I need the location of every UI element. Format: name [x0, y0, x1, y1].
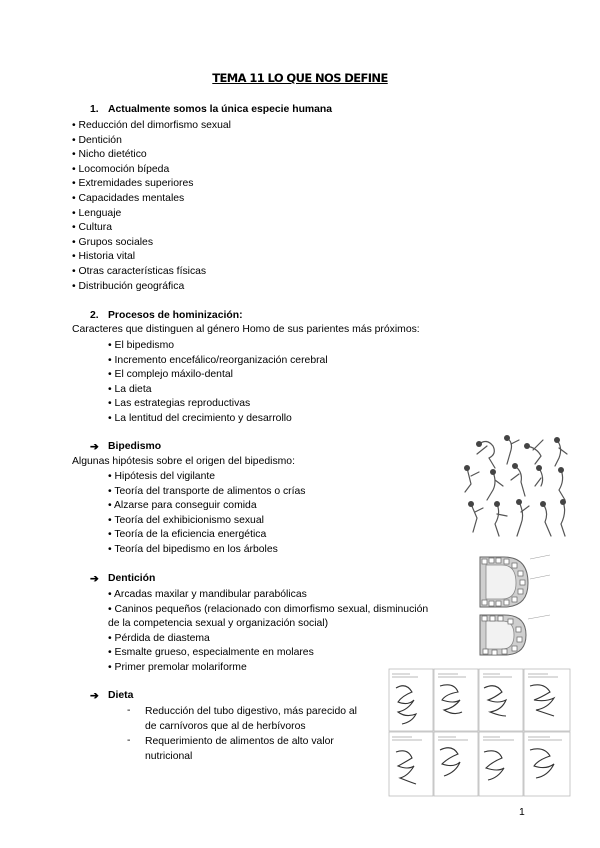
list-item: • Teoría de la eficiencia energética — [108, 529, 267, 541]
bipedismo-list — [108, 470, 306, 558]
list-item: • Capacidades mentales — [72, 192, 185, 204]
list-item: • Hipótesis del vigilante — [108, 471, 216, 482]
page-number: 1 — [519, 807, 525, 818]
section-1-heading: Actualmente somos la única especie humana — [108, 104, 333, 115]
dieta-item-line: Requerimiento de alimentos de alto valor — [145, 736, 334, 747]
list-item: • Arcadas maxilar y mandibular parabólicas — [108, 589, 307, 600]
list-item: • Caninos pequeños (relacionado con dimorfismo sexual, disminución — [108, 603, 429, 615]
section-1-list — [72, 119, 231, 294]
list-item: • El bipedismo — [108, 340, 175, 351]
list-item: • Otras características físicas — [72, 265, 207, 277]
section-2-list — [108, 339, 328, 427]
list-item: • Teoría del transporte de alimentos o crías — [108, 485, 306, 497]
section-2-number: 2. — [90, 310, 99, 321]
list-item: • Pérdida de diastema — [108, 632, 210, 644]
list-item: • Distribución geográfica — [72, 280, 185, 292]
section-1-number: 1. — [90, 104, 99, 115]
bipedismo-intro: Algunas hipótesis sobre el origen del bipedismo: — [72, 456, 295, 467]
dieta-dash: - — [127, 735, 131, 746]
dental-arcades-figure — [470, 549, 575, 661]
list-item: • Historia vital — [72, 251, 136, 263]
dieta-item-line: nutricional — [145, 750, 193, 762]
list-item: • Teoría del exhibicionismo sexual — [108, 514, 264, 526]
bipedismo-arrow-icon: ➔ — [90, 442, 99, 453]
section-2-heading: Procesos de hominización: — [108, 310, 243, 321]
dieta-dash: - — [127, 705, 131, 716]
digestive-tracts-figure — [388, 668, 572, 798]
bipedismo-heading: Bipedismo — [108, 441, 162, 452]
denticion-heading: Dentición — [108, 573, 156, 584]
list-item: • Esmalte grueso, especialmente en molares — [108, 647, 314, 659]
section-2-intro: Caracteres que distinguen al género Homo de sus parientes más próximos: — [72, 324, 420, 335]
list-item: • Las estrategias reproductivas — [108, 398, 251, 410]
list-item: • Primer premolar molariforme — [108, 661, 247, 673]
dieta-heading: Dieta — [108, 690, 134, 701]
denticion-list — [108, 588, 428, 676]
list-item: • El complejo máxilo-dental — [108, 369, 233, 381]
list-item: • Teoría del bipedismo en los árboles — [108, 543, 278, 555]
list-item: • Cultura — [72, 222, 113, 234]
list-item: • Nicho dietético — [72, 149, 147, 161]
list-item: • Dentición — [72, 134, 122, 146]
dieta-item-line: Reducción del tubo digestivo, más parecido al — [145, 706, 357, 717]
list-item: de la competencia sexual y organización social) — [108, 618, 329, 630]
list-item: • Locomoción bípeda — [72, 163, 170, 175]
dieta-item — [145, 735, 334, 764]
list-item: • Alzarse para conseguir comida — [108, 500, 257, 512]
list-item: • Grupos sociales — [72, 236, 154, 248]
list-item: • Reducción del dimorfismo sexual — [72, 120, 231, 131]
list-item: • Lenguaje — [72, 207, 122, 219]
dieta-item — [145, 705, 357, 734]
list-item: • Incremento encefálico/reorganización cerebral — [108, 354, 328, 366]
list-item: • Extremidades superiores — [72, 178, 194, 190]
page-title: TEMA 11 LO QUE NOS DEFINE — [212, 71, 388, 85]
list-item: • La lentitud del crecimiento y desarrollo — [108, 412, 292, 424]
dieta-item-line: de carnívoros que al de herbívoros — [145, 720, 306, 732]
list-item: • La dieta — [108, 383, 152, 395]
bipedism-postures-figure — [457, 432, 575, 540]
dieta-arrow-icon: ➔ — [90, 691, 99, 702]
denticion-arrow-icon: ➔ — [90, 574, 99, 585]
